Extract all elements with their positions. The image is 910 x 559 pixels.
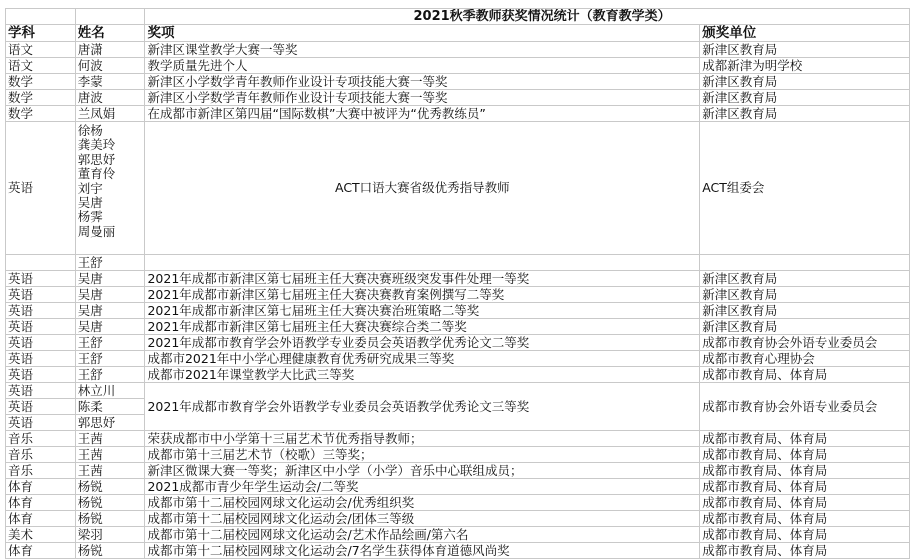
table-row	[6, 447, 910, 463]
unit-cell[interactable]: 新津区教育局	[700, 287, 910, 303]
subject-cell[interactable]: 数学	[6, 74, 76, 90]
table-row	[6, 463, 910, 479]
table-row	[6, 479, 910, 495]
name-item: 徐杨	[77, 123, 103, 138]
table-row	[6, 106, 910, 122]
award-cell[interactable]: 2021年成都市新津区第七届班主任大赛决赛教育案例撰写二等奖	[145, 287, 700, 303]
table-row	[6, 303, 910, 319]
table-row-merged	[6, 122, 910, 255]
unit-cell[interactable]: 成都市教育协会外语专业委员会	[700, 335, 910, 351]
table-row	[6, 335, 910, 351]
table-row	[6, 58, 910, 74]
unit-cell[interactable]: 新津区教育局	[700, 74, 910, 90]
header-unit[interactable]: 颁奖单位	[700, 25, 910, 42]
name-cell[interactable]: 王舒	[75, 367, 145, 383]
table-row	[6, 287, 910, 303]
name-cell[interactable]: 兰凤娟	[75, 106, 145, 122]
unit-cell[interactable]: 新津区教育局	[700, 271, 910, 287]
table-row	[6, 383, 910, 399]
unit-cell[interactable]: 成都市教育心理协会	[700, 351, 910, 367]
name-item: 吴唐	[77, 194, 103, 210]
award-cell[interactable]: 新津区小学数学青年教师作业设计专项技能大赛一等奖	[145, 90, 700, 106]
award-cell[interactable]: 成都市第十三届艺术节（校歌）三等奖；	[145, 447, 700, 463]
unit-cell[interactable]: 成都市教育局、体育局	[700, 431, 910, 447]
title-row	[6, 9, 910, 25]
subject-cell[interactable]: 音乐	[6, 431, 76, 447]
subject-cell[interactable]: 音乐	[6, 447, 76, 463]
subject-cell[interactable]: 体育	[6, 495, 76, 511]
unit-cell[interactable]: 成都市教育局、体育局	[700, 543, 910, 559]
subject-cell[interactable]: 数学	[6, 90, 76, 106]
sheet-title[interactable]: 2021秋季教师获奖情况统计（教育教学类）	[145, 9, 910, 25]
award-cell[interactable]: 新津区小学数学青年教师作业设计专项技能大赛一等奖	[145, 74, 700, 90]
table-row	[6, 495, 910, 511]
subject-cell[interactable]: 语文	[6, 42, 76, 58]
header-subject[interactable]: 学科	[6, 25, 76, 42]
unit-cell[interactable]: 成都市教育局、体育局	[700, 447, 910, 463]
subject-cell[interactable]: 英语	[6, 351, 76, 367]
name-item: 龚美玲	[77, 137, 116, 153]
award-cell[interactable]	[145, 255, 700, 271]
subject-cell[interactable]: 英语	[6, 319, 76, 335]
name-cell[interactable]: 吴唐	[75, 271, 145, 287]
name-cell[interactable]: 杨锐	[75, 479, 145, 495]
name-item: 董育伶	[77, 166, 116, 182]
award-cell[interactable]: 新津区微课大赛一等奖；新津区中小学（小学）音乐中心联组成员；	[145, 463, 700, 479]
subject-cell[interactable]: 英语	[6, 122, 76, 255]
table-row	[6, 351, 910, 367]
subject-cell[interactable]: 语文	[6, 58, 76, 74]
award-cell[interactable]: 2021年成都市新津区第七届班主任大赛决赛治班策略二等奖	[145, 303, 700, 319]
name-cell[interactable]: 杨锐	[75, 543, 145, 559]
table-row	[6, 367, 910, 383]
name-cell[interactable]: 郭思妤	[75, 415, 145, 431]
award-cell[interactable]: 在成都市新津区第四届“国际数棋”大赛中被评为“优秀教练员”	[145, 106, 700, 122]
unit-cell[interactable]: 新津区教育局	[700, 303, 910, 319]
award-cell[interactable]: 2021年成都市新津区第七届班主任大赛决赛综合类二等奖	[145, 319, 700, 335]
table-row	[6, 543, 910, 559]
subject-cell[interactable]: 音乐	[6, 463, 76, 479]
award-cell[interactable]: 2021年成都市新津区第七届班主任大赛决赛班级突发事件处理一等奖	[145, 271, 700, 287]
subject-cell[interactable]: 体育	[6, 511, 76, 527]
unit-cell[interactable]: 成都市教育协会外语专业委员会	[700, 383, 910, 431]
name-list-cell[interactable]	[75, 122, 145, 255]
name-item: 刘宇	[77, 180, 103, 196]
unit-cell[interactable]: 成都新津为明学校	[700, 58, 910, 74]
award-table	[5, 8, 910, 559]
award-cell[interactable]: 2021年成都市教育学会外语教学专业委员会英语教学优秀论文二等奖	[145, 335, 700, 351]
subject-cell[interactable]: 体育	[6, 479, 76, 495]
subject-cell[interactable]: 英语	[6, 271, 76, 287]
unit-cell[interactable]: 成都市教育局、体育局	[700, 495, 910, 511]
name-cell[interactable]: 王舒	[75, 335, 145, 351]
table-row	[6, 255, 910, 271]
name-item: 郭思妤	[77, 151, 116, 167]
name-cell[interactable]: 唐潇	[75, 42, 145, 58]
award-cell[interactable]: 成都市第十二届校园网球文化运动会/优秀组织奖	[145, 495, 700, 511]
name-cell[interactable]: 梁羽	[75, 527, 145, 543]
unit-cell[interactable]: 成都市教育局、体育局	[700, 479, 910, 495]
subject-cell[interactable]: 美术	[6, 527, 76, 543]
table-row	[6, 511, 910, 527]
header-row	[6, 25, 910, 42]
award-cell[interactable]: ACT口语大赛省级优秀指导教师	[145, 122, 700, 255]
table-row	[6, 319, 910, 335]
name-cell[interactable]: 杨锐	[75, 495, 145, 511]
name-cell[interactable]: 王茜	[75, 463, 145, 479]
subject-cell[interactable]: 体育	[6, 543, 76, 559]
name-item: 周曼丽	[77, 223, 116, 239]
subject-cell[interactable]: 英语	[6, 287, 76, 303]
table-row	[6, 527, 910, 543]
table-row	[6, 42, 910, 58]
name-cell[interactable]: 吴唐	[75, 303, 145, 319]
header-name[interactable]: 姓名	[75, 25, 145, 42]
award-cell[interactable]: 新津区课堂教学大赛一等奖	[145, 42, 700, 58]
name-cell[interactable]: 林立川	[75, 383, 145, 399]
subject-cell[interactable]: 英语	[6, 399, 76, 415]
header-award[interactable]: 奖项	[145, 25, 700, 42]
award-cell[interactable]: 成都市第十二届校园网球文化运动会/7名学生获得体育道德风尚奖	[145, 543, 700, 559]
name-cell[interactable]: 陈柔	[75, 399, 145, 415]
table-row	[6, 74, 910, 90]
award-cell[interactable]: 成都市2021年课堂教学大比武三等奖	[145, 367, 700, 383]
subject-cell[interactable]: 数学	[6, 106, 76, 122]
award-cell[interactable]: 成都市2021年中小学心理健康教育优秀研究成果三等奖	[145, 351, 700, 367]
name-cell[interactable]: 王舒	[75, 255, 145, 271]
name-cell[interactable]: 王舒	[75, 351, 145, 367]
name-cell[interactable]: 吴唐	[75, 287, 145, 303]
title-cell-blank[interactable]	[6, 9, 76, 25]
unit-cell[interactable]: 成都市教育局、体育局	[700, 367, 910, 383]
table-row	[6, 90, 910, 106]
award-cell[interactable]: 成都市第十二届校园网球文化运动会/团体三等级	[145, 511, 700, 527]
unit-cell[interactable]: 新津区教育局	[700, 319, 910, 335]
name-cell[interactable]: 何波	[75, 58, 145, 74]
name-cell[interactable]: 唐波	[75, 90, 145, 106]
name-cell[interactable]: 吴唐	[75, 319, 145, 335]
name-item: 杨霁	[77, 209, 103, 225]
award-cell[interactable]: 2021成都市青少年学生运动会/二等奖	[145, 479, 700, 495]
subject-cell[interactable]: 英语	[6, 383, 76, 399]
title-cell-blank[interactable]	[75, 9, 145, 25]
name-cell[interactable]: 李蒙	[75, 74, 145, 90]
award-cell[interactable]: 教学质量先进个人	[145, 58, 700, 74]
name-cell[interactable]: 王茜	[75, 431, 145, 447]
award-cell[interactable]: 荣获成都市中小学第十三届艺术节优秀指导教师；	[145, 431, 700, 447]
name-cell[interactable]: 杨锐	[75, 511, 145, 527]
unit-cell[interactable]: 新津区教育局	[700, 42, 910, 58]
award-cell[interactable]: 成都市第十二届校园网球文化运动会/艺术作品绘画/第六名	[145, 527, 700, 543]
unit-cell[interactable]: 成都市教育局、体育局	[700, 511, 910, 527]
subject-cell[interactable]: 英语	[6, 303, 76, 319]
subject-cell[interactable]: 英语	[6, 335, 76, 351]
subject-cell[interactable]: 英语	[6, 367, 76, 383]
unit-cell[interactable]	[700, 255, 910, 271]
table-row	[6, 431, 910, 447]
unit-cell[interactable]: 成都市教育局、体育局	[700, 527, 910, 543]
subject-cell[interactable]	[6, 255, 76, 271]
unit-cell[interactable]: 成都市教育局、体育局	[700, 463, 910, 479]
subject-cell[interactable]: 英语	[6, 415, 76, 431]
award-cell[interactable]: 2021年成都市教育学会外语教学专业委员会英语教学优秀论文三等奖	[145, 383, 700, 431]
unit-cell[interactable]: 新津区教育局	[700, 90, 910, 106]
unit-cell[interactable]: ACT组委会	[700, 122, 910, 255]
name-cell[interactable]: 王茜	[75, 447, 145, 463]
table-row	[6, 271, 910, 287]
unit-cell[interactable]: 新津区教育局	[700, 106, 910, 122]
